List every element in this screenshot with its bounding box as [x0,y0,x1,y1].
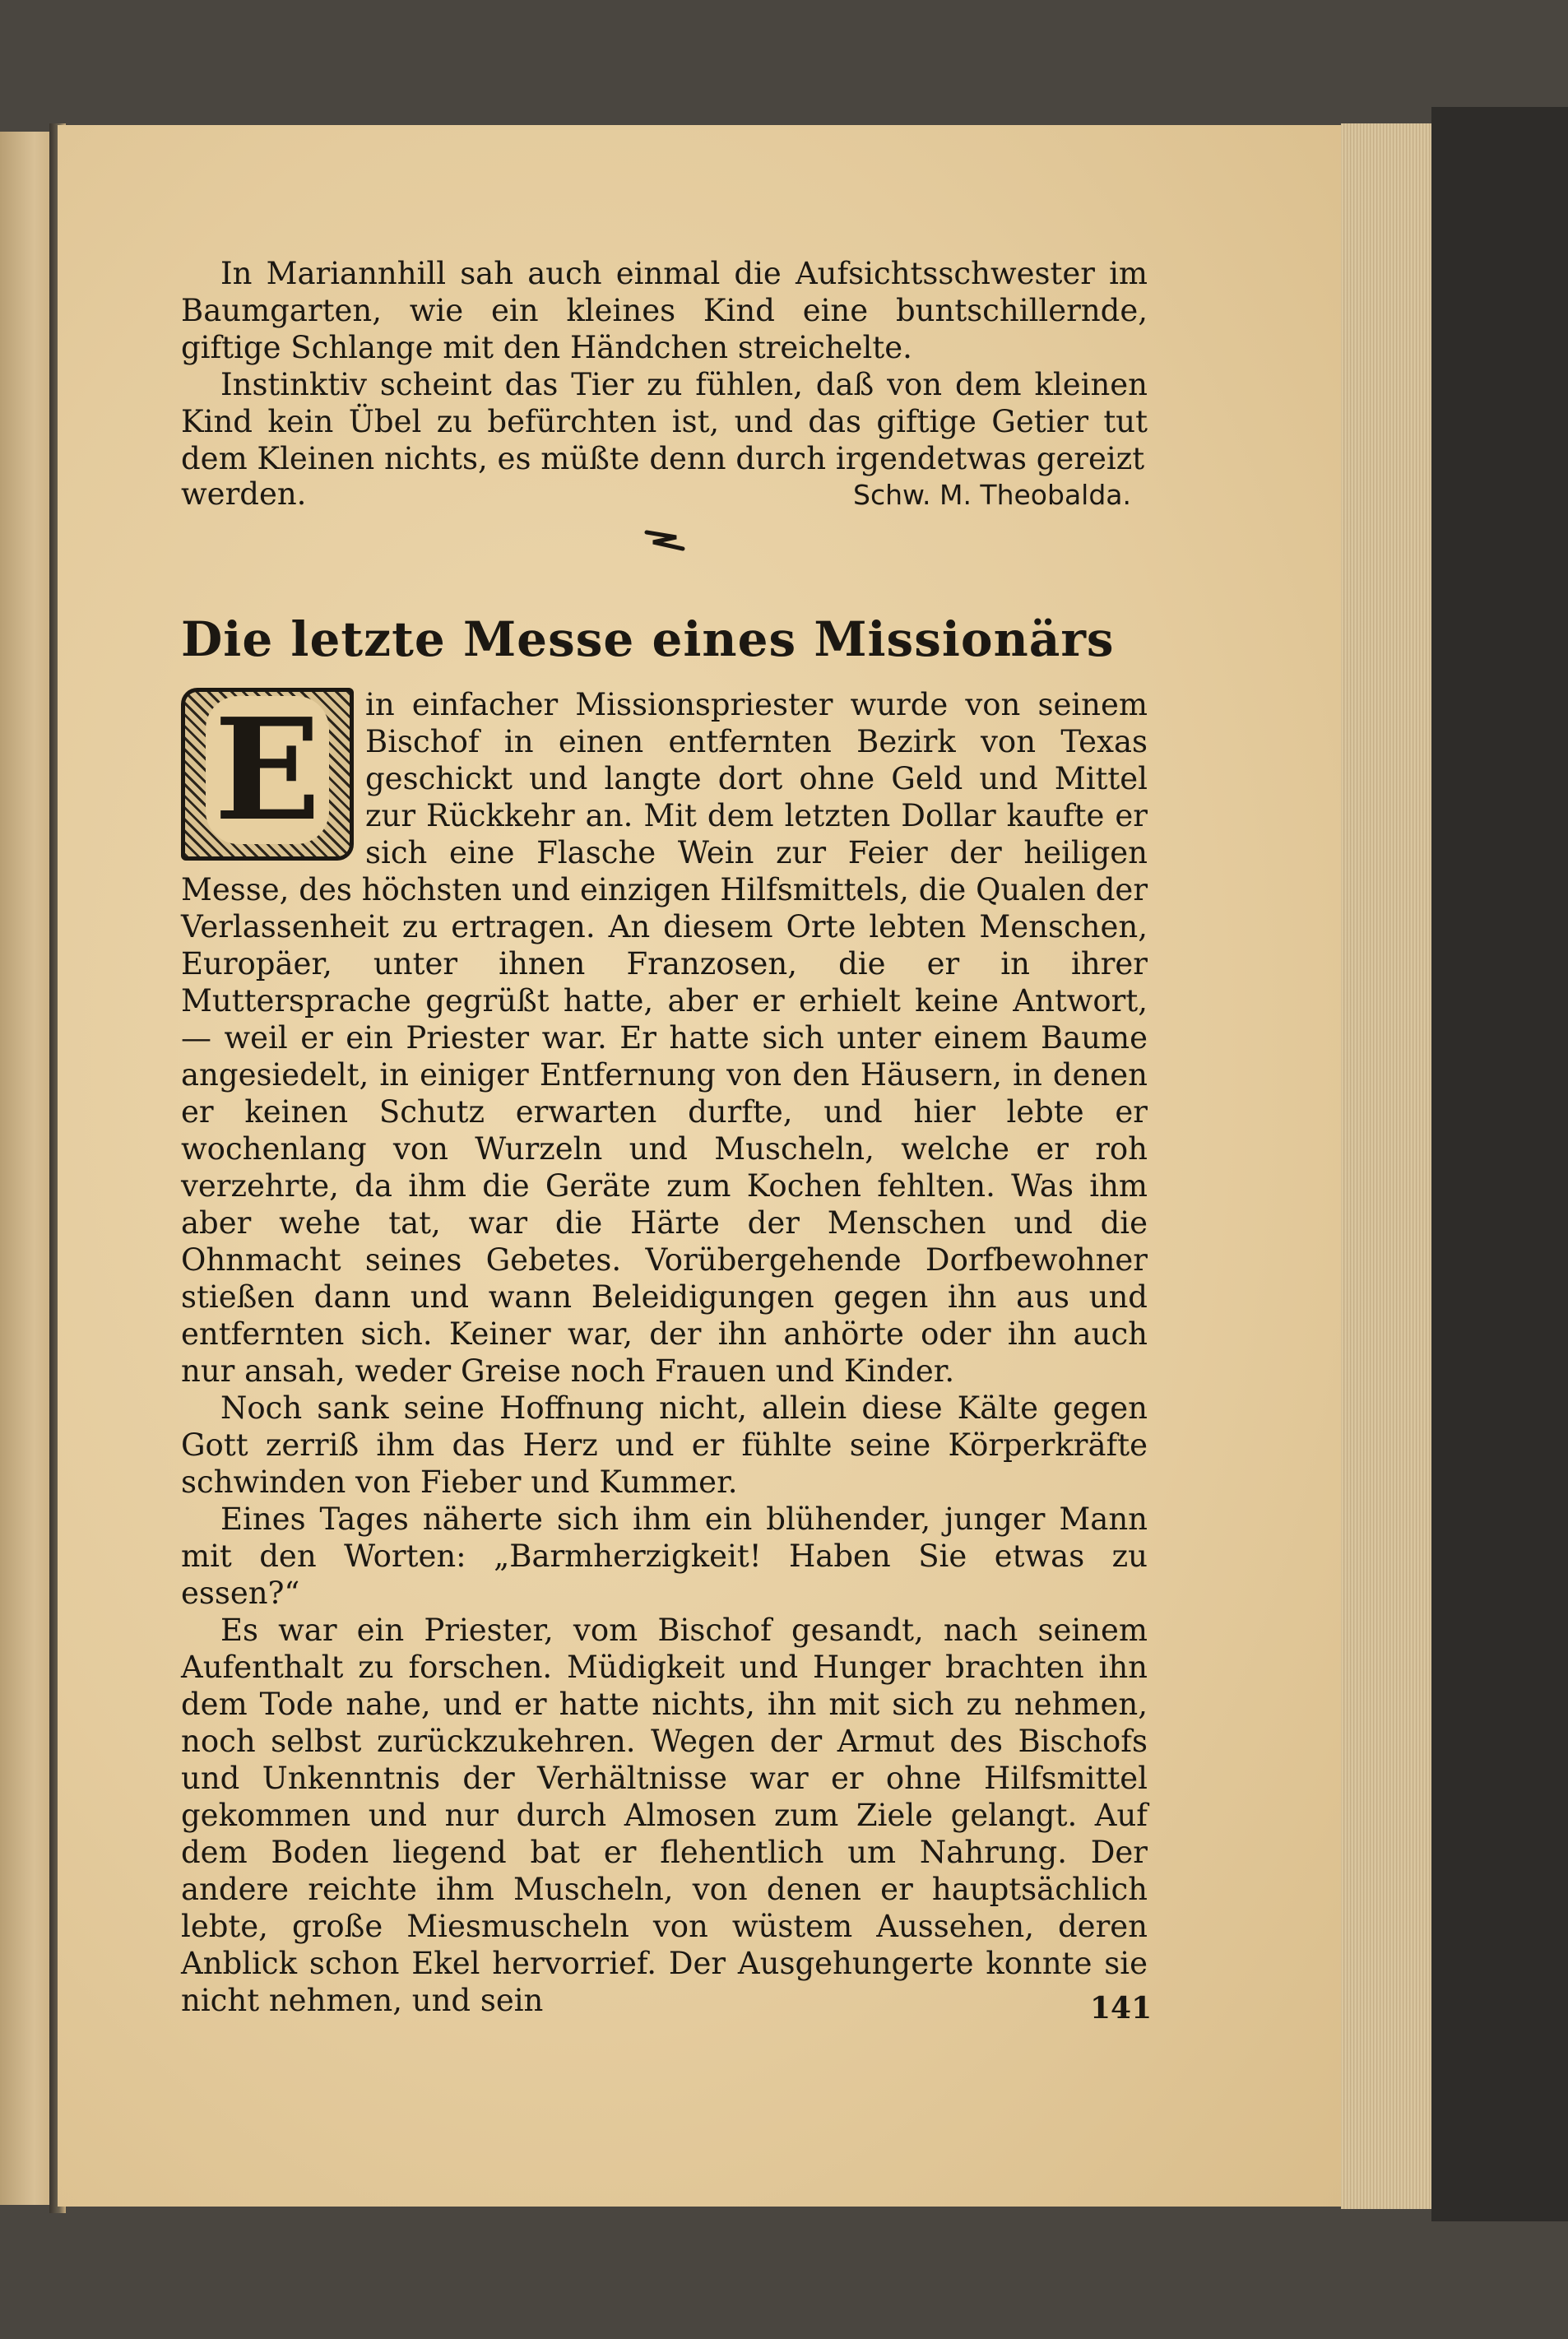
article-title: Die letzte Messe eines Missionärs [181,611,1115,667]
drop-cap [181,688,354,862]
last-line: werden. [181,476,307,512]
article-paragraph: Noch sank seine Hoffnung nicht, allein diese Kälte gegen Gott zerriß ihm das Herz und er fühlte seine Körperkräfte schwinden von Fieber und Kummer. [181,1390,1148,1500]
page-fore-edge [1341,123,1431,2209]
page-number: 141 [1090,1991,1153,2026]
paragraph-instinct: Instinktiv scheint das Tier zu fühlen, daß von dem kleinen Kind kein Übel zu befürchten ist, und das giftige Getier tut dem Kleinen nichts, es müßte denn durch irgendetwas gereizt [181,367,1148,476]
article-paragraph: in einfacher Missionspriester wurde von seinem Bischof in einen entfernten Bezirk von Texas geschickt und langte dort ohne Geld und Mittel zur Rückkehr an. Mit dem letzten Dollar kaufte er sich eine Flasche Wein zur Feier der heiligen Messe, des höchsten und einzigen Hilfsmittels, die Qualen der Verlassenheit zu ertragen. An diesem Orte lebten Menschen, Europäer, unter ihnen Franzosen, die er in ihrer Muttersprache gegrüßt hatte, aber er erhielt keine Antwort, — weil er ein Priester war. Er hatte sich unter einem Baume angesiedelt, in einiger Entfernung von den Häusern, in denen er keinen Schutz erwarten durfte, und hier lebte er wochenlang von Wurzeln und Muscheln, welche er roh verzehrte, da ihm die Geräte zum Kochen fehlten. Was ihm aber wehe tat, war die Härte der Menschen und die Ohnmacht seines Gebetes. Vorübergehende Dorfbewohner stießen dann und wann Beleidigungen gegen ihn aus und entfernten sich. Keiner war, der ihn anhörte oder ihn auch nur ansah, weder Greise noch Frauen und Kinder. [181,687,1148,1389]
ornament-icon [640,526,689,554]
article-paragraph: Eines Tages näherte sich ihm ein blühender, junger Mann mit den Worten: „Barmherzigkeit! Haben Sie etwas zu essen?“ [181,1501,1148,1611]
article-paragraph: Es war ein Priester, vom Bischof gesandt, nach seinem Aufenthalt zu forschen. Müdigkeit und Hunger brachten ihn dem Tode nahe, und er hatte nichts, ihn mit sich zu nehmen, noch selbst zurückzukehren. Wegen der Armut des Bischofs und Unkenntnis der Verhältnisse war er ohne Hilfsmittel gekommen und nur durch Almosen zum Ziele gelangt. Auf dem Boden liegend bat er flehentlich um Nahrung. Der andere reichte ihm Muscheln, von denen er hauptsächlich lebte, große Miesmuscheln von wüstem Aussehen, deren Anblick schon Ekel hervorrief. Der Ausgehungerte konnte sie nicht nehmen, und sein [181,1613,1148,2018]
book-cover [1431,107,1568,2221]
section-ornament [181,525,1148,553]
drop-cap-letter: E [206,696,329,844]
paragraph-marianhill: In Mariannhill sah auch einmal die Aufsichtsschwester im Baumgarten, wie ein kleines Kind eine buntschillernde, giftige Schlange mit den Händchen streichelte. [181,256,1148,365]
page-content [181,255,1148,2019]
author-signature: Schw. M. Theobalda. [853,479,1131,511]
signature-line [181,476,1148,513]
